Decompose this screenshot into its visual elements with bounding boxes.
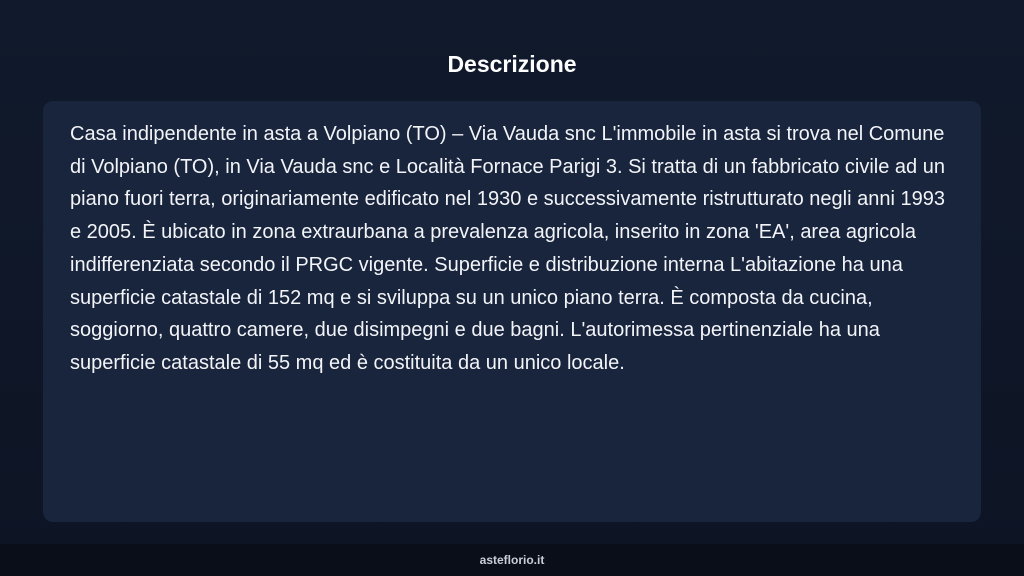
footer-site-name: asteflorio.it — [479, 553, 545, 567]
section-title: Descrizione — [447, 51, 577, 77]
description-text: Casa indipendente in asta a Volpiano (TO) – Via Vauda snc L'immobile in asta si trova nel Comune di Volpiano (TO), in Via Vauda snc e Località Fornace Parigi 3. Si tratta di un fabbricato civile ad un piano fuori terra, originariamente edificato nel 1930 e successivamente ristrutturato negli anni 1993 e 2005. È ubicato in zona extraurbana a prevalenza agricola, inserito in zona 'EA', area agricola indifferenziata secondo il PRGC vigente. Superficie e distribuzione interna L'abitazione ha una superficie catastale di 152 mq e si sviluppa su un unico piano terra. È composta da cucina, soggiorno, quattro camere, due disimpegni e due bagni. L'autorimessa pertinenziale ha una superficie catastale di 55 mq ed è costituita da un unico locale. — [70, 123, 945, 374]
footer-bar — [0, 544, 1024, 576]
description-panel — [43, 101, 981, 522]
